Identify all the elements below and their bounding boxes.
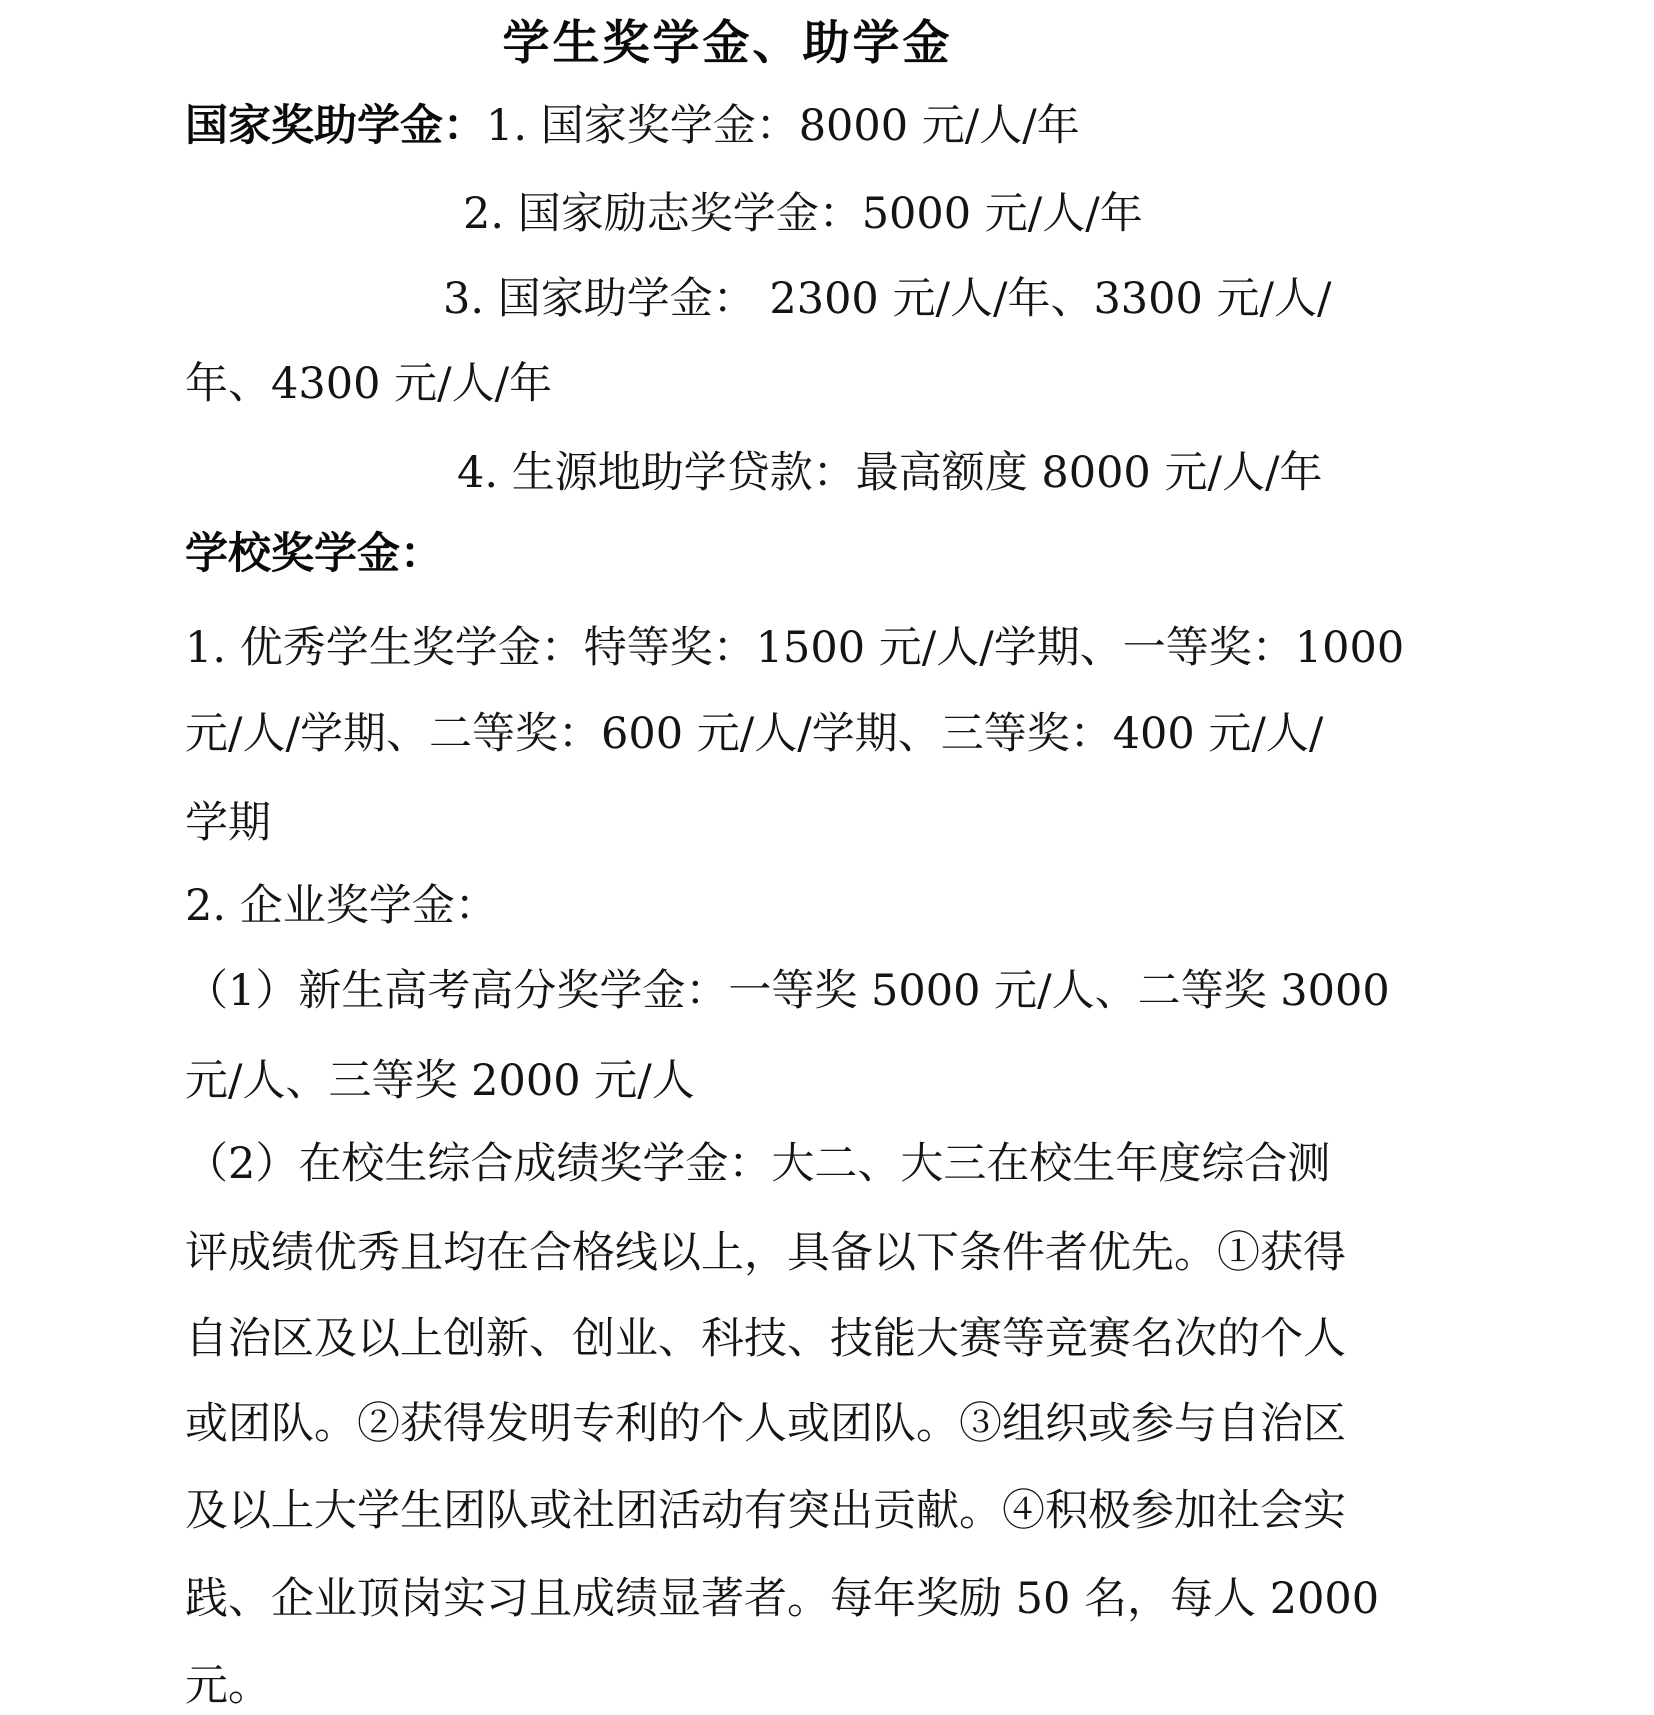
text-segment: 1. 优秀学生奖学金：特等奖：1500 元/人/学期、一等奖：1000 — [185, 623, 1405, 673]
text-segment: 1. 国家奖学金：8000 元/人/年 — [486, 101, 1080, 151]
text-line — [185, 797, 271, 849]
text-segment: 元/人、三等奖 2000 元/人 — [185, 1056, 695, 1106]
text-segment-bold: 国家奖助学金： — [185, 101, 486, 151]
text-line — [185, 100, 1080, 152]
text-line — [185, 447, 1322, 499]
text-line — [185, 1485, 1346, 1537]
text-line — [185, 622, 1404, 674]
text-segment: 及以上大学生团队或社团活动有突出贡献。④积极参加社会实 — [185, 1486, 1346, 1536]
text-line — [185, 1573, 1379, 1625]
text-line — [185, 528, 443, 580]
text-line — [185, 358, 552, 410]
text-segment: （1）新生高考高分奖学金：一等奖 5000 元/人、二等奖 3000 — [185, 966, 1390, 1016]
text-segment: 年、4300 元/人/年 — [185, 359, 553, 409]
text-segment: 评成绩优秀且均在合格线以上，具备以下条件者优先。①获得 — [185, 1228, 1346, 1278]
document-title: 学生奖学金、助学金 — [502, 16, 953, 71]
text-line — [185, 1313, 1346, 1365]
text-line — [185, 1055, 695, 1107]
text-segment: 2. 企业奖学金： — [185, 881, 498, 931]
text-segment: 4. 生源地助学贷款：最高额度 8000 元/人/年 — [457, 448, 1323, 498]
text-line — [185, 188, 1143, 240]
text-segment: 元/人/学期、二等奖：600 元/人/学期、三等奖：400 元/人/ — [185, 709, 1324, 759]
text-segment: （2）在校生综合成绩奖学金：大二、大三在校生年度综合测 — [185, 1139, 1331, 1189]
text-segment: 践、企业顶岗实习且成绩显著者。每年奖励 50 名，每人 2000 — [185, 1574, 1380, 1624]
text-line — [185, 708, 1323, 760]
text-segment: 学期 — [185, 798, 271, 848]
text-segment: 自治区及以上创新、创业、科技、技能大赛等竞赛名次的个人 — [185, 1314, 1346, 1364]
text-segment-bold: 学校奖学金： — [185, 529, 443, 579]
text-line — [185, 1138, 1330, 1190]
text-line — [185, 965, 1390, 1017]
text-segment: 3. 国家助学金： 2300 元/人/年、3300 元/人/ — [443, 274, 1332, 324]
text-segment: 元。 — [185, 1661, 271, 1711]
text-line — [185, 880, 498, 932]
text-line — [185, 1660, 271, 1712]
text-line — [185, 1227, 1346, 1279]
text-line — [185, 1398, 1346, 1450]
text-line — [185, 273, 1332, 325]
text-segment: 或团队。②获得发明专利的个人或团队。③组织或参与自治区 — [185, 1399, 1346, 1449]
text-segment: 2. 国家励志奖学金：5000 元/人/年 — [463, 189, 1143, 239]
